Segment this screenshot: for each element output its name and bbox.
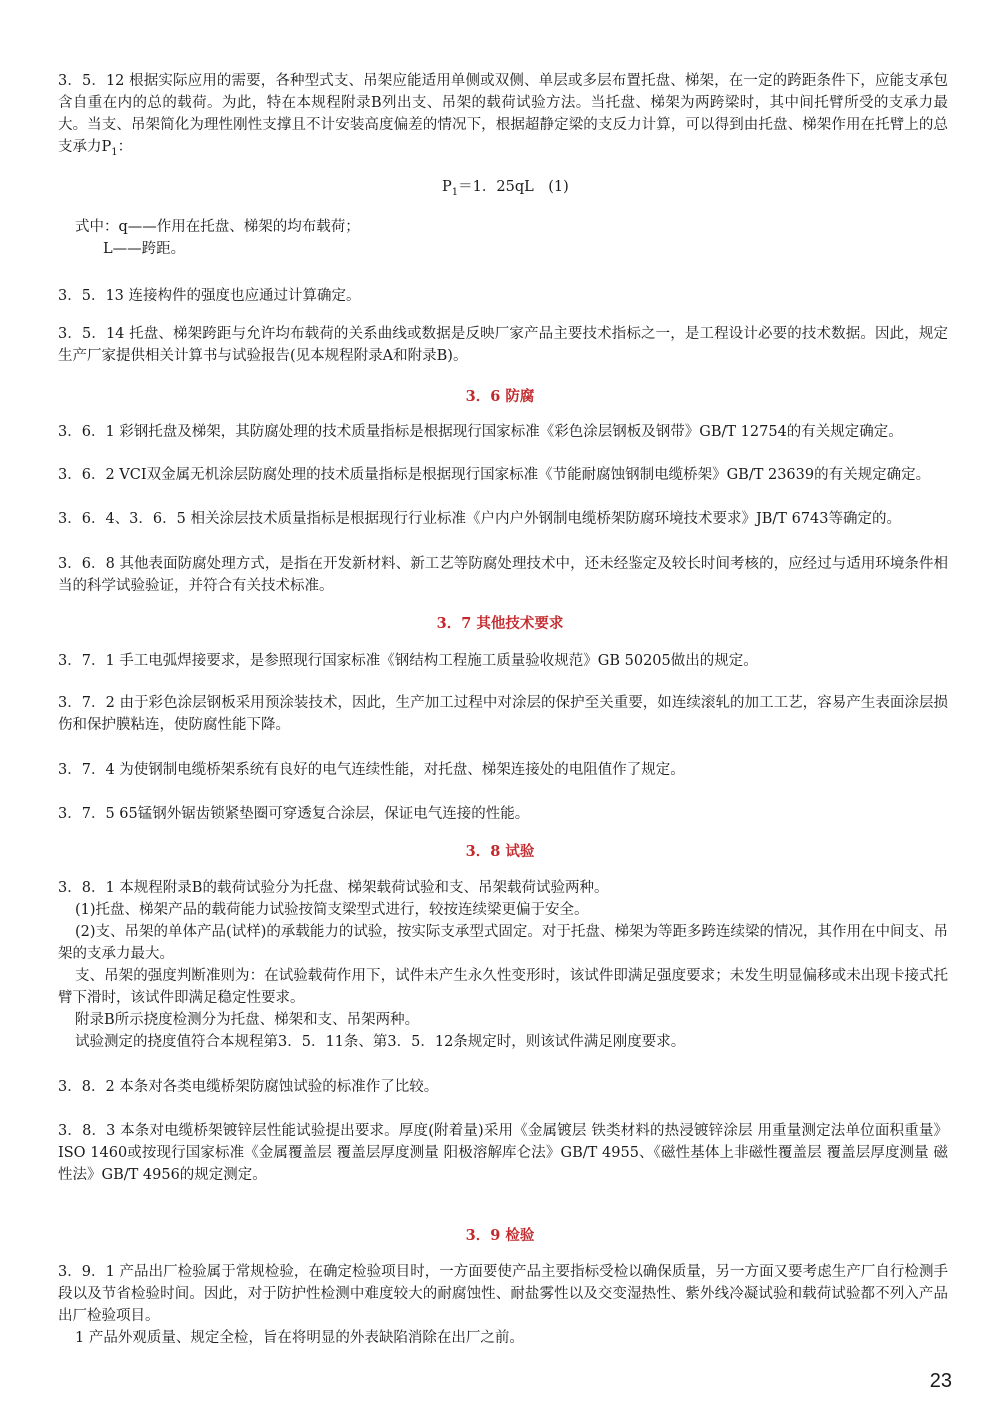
formula-rhs: ＝1．25qL (1) (458, 179, 569, 195)
paragraph-3-6-1: 3．6．1 彩钢托盘及梯架，其防腐处理的技术质量指标是根据现行国家标准《彩色涂层钢板及钢带》GB/T 12754的有关规定确定。 (58, 424, 903, 440)
paragraph-3-5-12 (58, 70, 948, 164)
paragraph-3-8-1-deflection: 附录B所示挠度检测分为托盘、梯架和支、吊架两种。 (75, 1012, 420, 1028)
subscript: 1 (111, 146, 118, 158)
formula-p1 (442, 176, 569, 200)
paragraph-3-8-1-criteria: 支、吊架的强度判断准则为：在试验载荷作用下，试件未产生永久性变形时，该试件即满足强度要求；未发生明显偏移或未出现卡接式托臂下滑时，该试件即满足稳定性要求。 (58, 968, 948, 1006)
paragraph-3-8-3: 3．8．3 本条对电缆桥架镀锌层性能试验提出要求。厚度(附着量)采用《金属镀层 铁类材料的热浸镀锌涂层 用重量测定法单位面积重量》ISO 1460或按现行国家标准《金属覆盖层 覆盖层厚度测量 阳极溶解库仑法》GB/T 4955、《磁性基体上非磁性覆盖层 覆盖层厚度测量 磁性法》GB/T 4956的规定测定。 (58, 1123, 948, 1183)
paragraph-3-8-2: 3．8．2 本条对各类电缆桥架防腐蚀试验的标准作了比较。 (58, 1079, 439, 1095)
paragraph-3-8-1: 3．8．1 本规程附录B的载荷试验分为托盘、梯架载荷试验和支、吊架载荷试验两种。 (58, 880, 609, 896)
page-number: 23 (929, 1370, 952, 1392)
paragraph-3-7-4: 3．7．4 为使钢制电缆桥架系统有良好的电气连续性能，对托盘、梯架连接处的电阻值作了规定。 (58, 762, 685, 778)
section-heading-3-8: 3．8 试验 (465, 843, 535, 860)
section-heading-3-9: 3．9 检验 (465, 1227, 535, 1244)
paragraph-3-7-1: 3．7．1 手工电弧焊接要求，是参照现行国家标准《钢结构工程施工质量验收规范》GB 50205做出的规定。 (58, 653, 758, 669)
paragraph-3-9-1-item-1: 1 产品外观质量、规定全检，旨在将明显的外表缺陷消除在出厂之前。 (75, 1330, 524, 1346)
paragraph-3-6-4: 3．6．4、3．6．5 相关涂层技术质量指标是根据现行行业标准《户内户外钢制电缆桥架防腐环境技术要求》JB/T 6743等确定的。 (58, 511, 901, 527)
paragraph-3-6-2: 3．6．2 VCI双金属无机涂层防腐处理的技术质量指标是根据现行国家标准《节能耐腐蚀钢制电缆桥架》GB/T 23639的有关规定确定。 (58, 467, 931, 483)
formula-lhs: P (442, 179, 452, 195)
formula-subscript: 1 (451, 187, 459, 198)
paragraph-3-8-1-item-2: (2)支、吊架的单体产品(试样)的承载能力的试验，按实际支承型式固定。对于托盘、梯架为等距多跨连续梁的情况，其作用在中间支、吊架的支承力最大。 (58, 924, 948, 962)
where-L: L——跨距。 (103, 241, 186, 257)
section-heading-3-7: 3．7 其他技术要求 (436, 615, 564, 632)
paragraph-3-9-1: 3．9．1 产品出厂检验属于常规检验，在确定检验项目时，一方面要使产品主要指标受检以确保质量，另一方面又要考虑生产厂自行检测手段以及节省检验时间。因此，对于防护性检测中难度较大的耐腐蚀性、耐盐雾性以及交变湿热性、紫外线冷凝试验和载荷试验都不列入产品出厂检验项目。 (58, 1264, 948, 1324)
paragraph-3-5-14: 3．5．14 托盘、梯架跨距与允许均布载荷的关系曲线或数据是反映厂家产品主要技术指标之一，是工程设计必要的技术数据。因此，规定生产厂家提供相关计算书与试验报告(见本规程附录A和附录B)。 (58, 326, 948, 364)
paragraph-3-7-5: 3．7．5 65锰钢外锯齿锁紧垫圈可穿透复合涂层，保证电气连接的性能。 (58, 806, 530, 822)
paragraph-3-7-2: 3．7．2 由于彩色涂层钢板采用预涂装技术，因此，生产加工过程中对涂层的保护至关重要，如连续滚轧的加工工艺，容易产生表面涂层损伤和保护膜粘连，使防腐性能下降。 (58, 695, 948, 733)
paragraph-text: 3．5．12 根据实际应用的需要，各种型式支、吊架应能适用单侧或双侧、单层或多层布置托盘、梯架，在一定的跨距条件下，应能支承包含自重在内的总的载荷。为此，特在本规程附录B列出支、吊架的载荷试验方法。当托盘、梯架为两跨梁时，其中间托臂所受的支承力最大。当支、吊架简化为理性刚性支撑且不计安装高度偏差的情况下，根据超静定梁的支反力计算，可以得到由托盘、梯架作用在托臂上的总支承力P (58, 73, 948, 155)
where-q: 式中：q——作用在托盘、梯架的均布载荷； (75, 219, 360, 235)
paragraph-3-5-13: 3．5．13 连接构件的强度也应通过计算确定。 (58, 288, 361, 304)
paragraph-3-8-1-stiffness: 试验测定的挠度值符合本规程第3．5．11条、第3．5．12条规定时，则该试件满足刚度要求。 (75, 1034, 686, 1050)
paragraph-end: ： (117, 139, 133, 155)
paragraph-3-6-8: 3．6．8 其他表面防腐处理方式，是指在开发新材料、新工艺等防腐处理技术中，还未经鉴定及较长时间考核的，应经过与适用环境条件相当的科学试验验证，并符合有关技术标准。 (58, 556, 948, 594)
section-heading-3-6: 3．6 防腐 (465, 388, 535, 405)
paragraph-3-8-1-item-1: (1)托盘、梯架产品的载荷能力试验按简支梁型式进行，较按连续梁更偏于安全。 (75, 902, 589, 918)
